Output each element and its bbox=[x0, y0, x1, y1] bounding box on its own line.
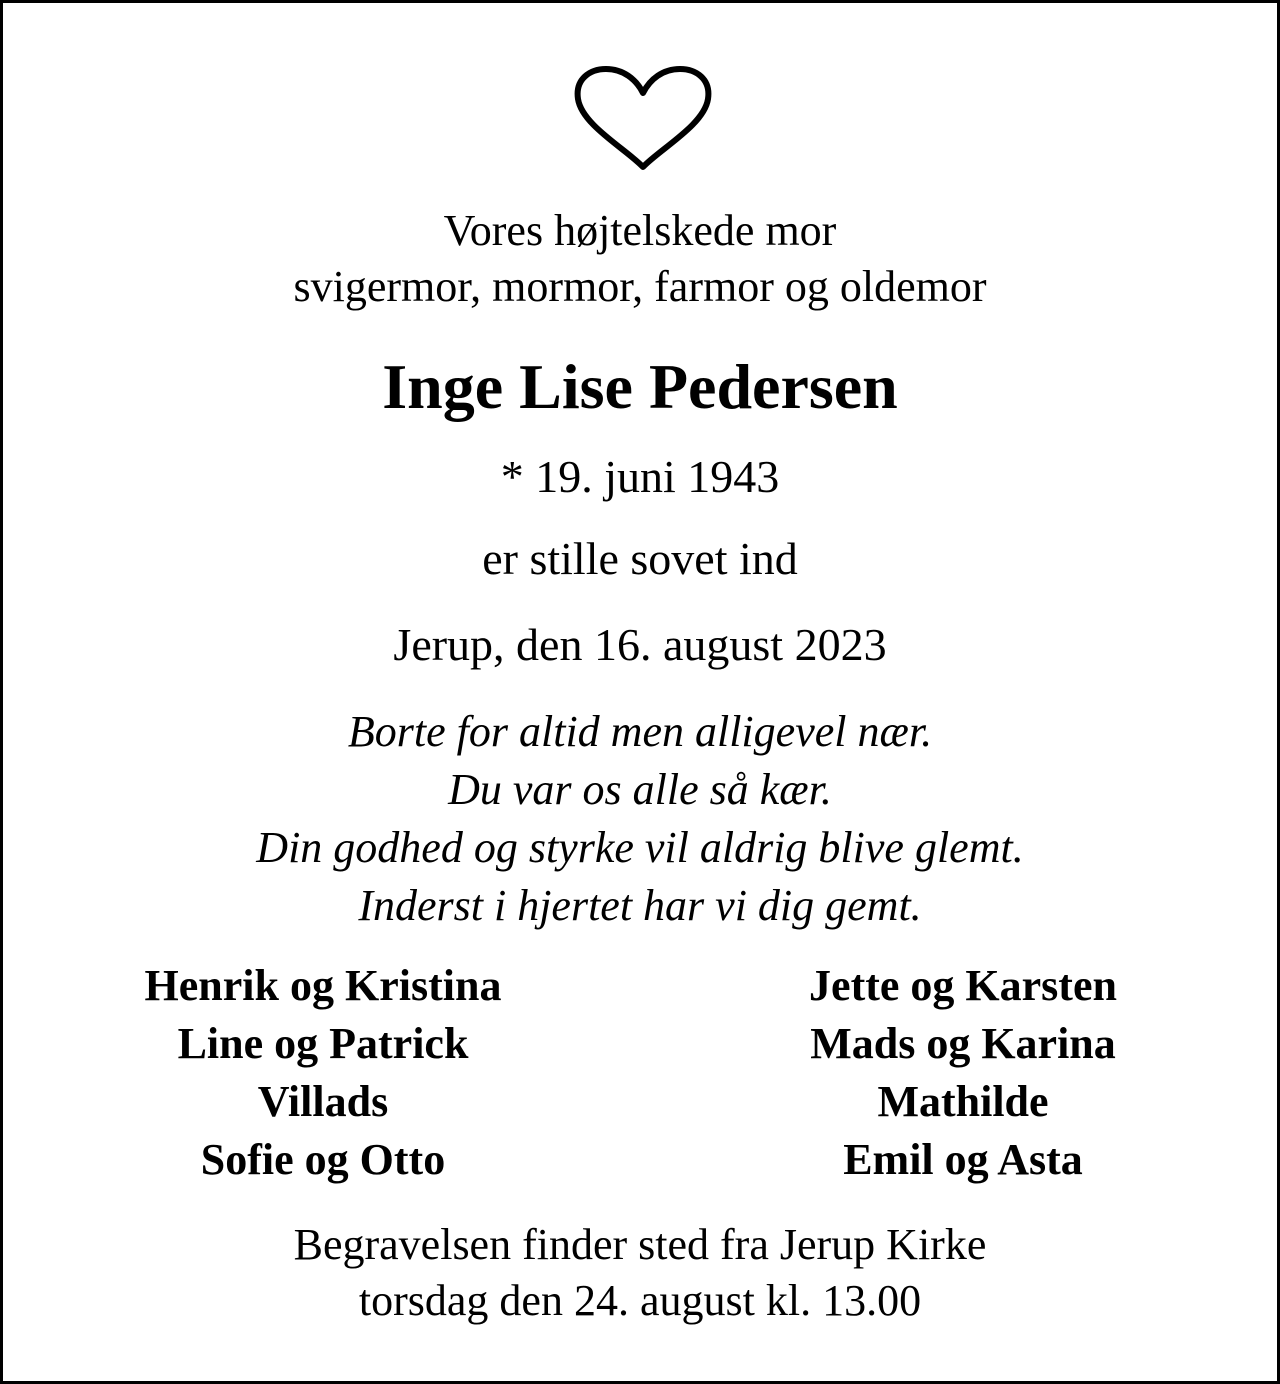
passed-text: er stille sovet ind bbox=[482, 533, 798, 584]
family-name: Mathilde bbox=[877, 1077, 1049, 1126]
funeral-line-1: Begravelsen finder sted fra Jerup Kirke bbox=[293, 1220, 987, 1269]
poem-line: Borte for altid men alligevel nær. bbox=[347, 707, 933, 756]
heart-icon bbox=[568, 63, 718, 175]
poem-line: Inderst i hjertet har vi dig gemt. bbox=[358, 881, 922, 930]
funeral-line-2: torsdag den 24. august kl. 13.00 bbox=[358, 1276, 922, 1325]
intro-line-1: Vores højtelskede mor bbox=[443, 206, 837, 255]
family-name: Mads og Karina bbox=[810, 1019, 1116, 1068]
birth-date: * 19. juni 1943 bbox=[500, 451, 780, 502]
family-name: Jette og Karsten bbox=[809, 961, 1117, 1010]
family-name: Emil og Asta bbox=[843, 1135, 1083, 1184]
poem-line: Du var os alle så kær. bbox=[448, 765, 832, 814]
family-name: Henrik og Kristina bbox=[144, 961, 502, 1010]
deceased-name: Inge Lise Pedersen bbox=[382, 351, 898, 422]
funeral-info bbox=[3, 1217, 1277, 1329]
family-name: Line og Patrick bbox=[177, 1019, 469, 1068]
place-and-date: Jerup, den 16. august 2023 bbox=[393, 619, 887, 670]
intro-line-2: svigermor, mormor, farmor og oldemor bbox=[293, 262, 987, 311]
family-left-column bbox=[63, 957, 583, 1189]
family-name: Sofie og Otto bbox=[200, 1135, 446, 1184]
poem-line: Din godhed og styrke vil aldrig blive glemt. bbox=[256, 823, 1024, 872]
family-right-column bbox=[703, 957, 1223, 1189]
poem bbox=[3, 703, 1277, 935]
intro-text bbox=[3, 203, 1277, 315]
family-name: Villads bbox=[257, 1077, 389, 1126]
